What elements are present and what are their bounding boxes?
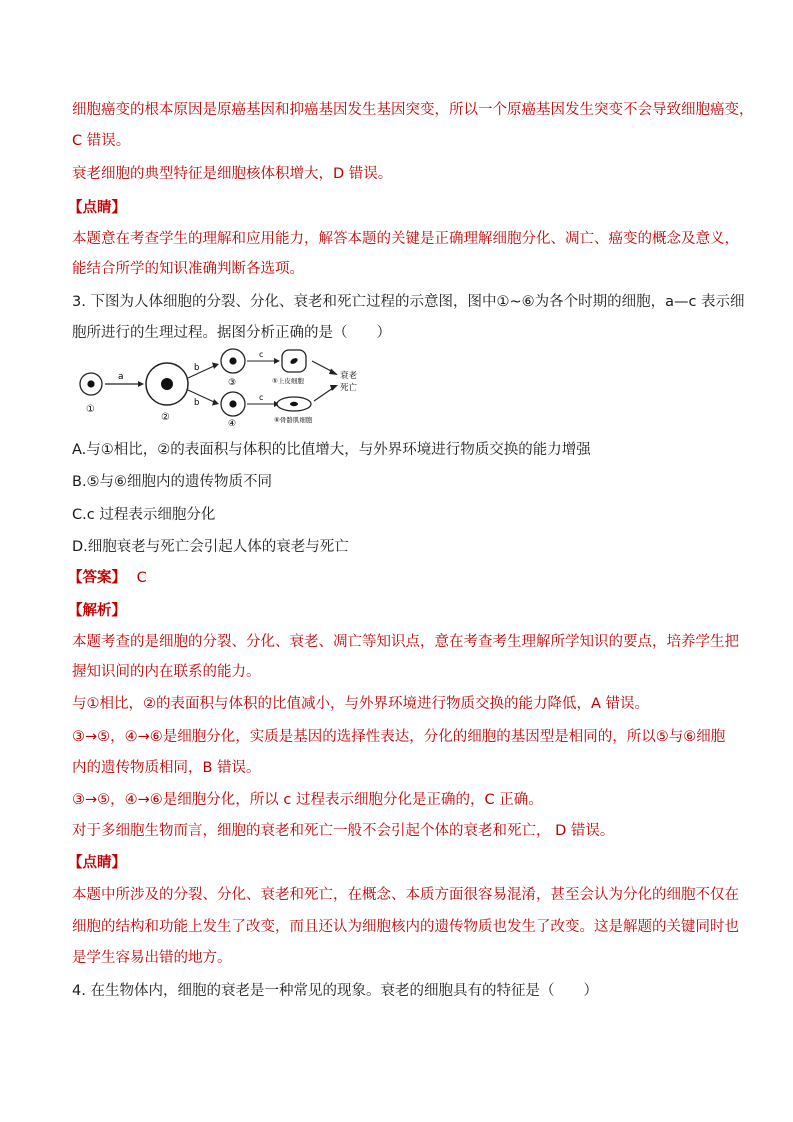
jiexi-line: 本题考查的是细胞的分裂、分化、衰老、凋亡等知识点，意在考查考生理解所学知识的要点，培养学生把 (72, 634, 739, 650)
arrow-c-label: c (259, 393, 264, 402)
question-3-stem: 胞所进行的生理过程。据图分析正确的是（ ） (72, 325, 391, 341)
option-a: A.与①相比，②的表面积与体积的比值增大，与外界环境进行物质交换的能力增强 (72, 442, 591, 458)
dianjing-line: 能结合所学的知识准确判断各选项。 (72, 261, 304, 277)
prev-explanation-line: 细胞癌变的根本原因是原癌基因和抑癌基因发生基因突变，所以一个原癌基因发生突变不会导致细胞癌变， (72, 102, 754, 118)
answer-row (68, 568, 147, 588)
cell-6-label: ⑥骨骼肌细胞 (274, 416, 313, 424)
outcome-aging-label: 衰老 (340, 371, 358, 381)
jiexi-line: 与①相比，②的表面积与体积的比值减小，与外界环境进行物质交换的能力降低，A 错误。 (72, 696, 650, 712)
prev-explanation-line: 衰老细胞的典型特征是细胞核体积增大，D 错误。 (72, 166, 393, 182)
outcome-death-label: 死亡 (340, 383, 358, 393)
jiexi-line: ③→⑤，④→⑥是细胞分化，实质是基因的选择性表达，分化的细胞的基因型是相同的，所以⑤与⑥细胞 (72, 729, 726, 745)
cell-5-label: ⑤上皮细胞 (272, 377, 304, 385)
arrow-b-label: b (194, 363, 200, 373)
dianjing-line: 本题意在考查学生的理解和应用能力，解答本题的关键是正确理解细胞分化、凋亡、癌变的概念及意义， (72, 231, 739, 247)
jiexi-line: 对于多细胞生物而言，细胞的衰老和死亡一般不会引起个体的衰老和死亡， D 错误。 (72, 823, 615, 839)
dianjing-line: 细胞的结构和功能上发生了改变，而且还认为细胞核内的遗传物质也发生了改变。这是解题的关键同时也 (72, 919, 739, 935)
cell-process-diagram (74, 346, 374, 428)
answer-value: C (136, 570, 147, 586)
question-3-stem: 3. 下图为人体细胞的分裂、分化、衰老和死亡过程的示意图，图中①~⑥为各个时期的细胞，a—c 表示细 (72, 294, 745, 310)
question-4-stem: 4. 在生物体内，细胞的衰老是一种常见的现象。衰老的细胞具有的特征是（ ） (72, 983, 598, 999)
cell-4-label: ④ (228, 419, 237, 428)
cell-3-label: ③ (228, 378, 237, 388)
option-c: C.c 过程表示细胞分化 (72, 507, 216, 523)
dianjing-heading: 【点睛】 (68, 200, 126, 216)
dianjing-line: 本题中所涉及的分裂、分化、衰老和死亡，在概念、本质方面很容易混淆，甚至会认为分化的细胞不仅在 (72, 887, 739, 903)
jiexi-line: 握知识间的内在联系的能力。 (72, 664, 261, 680)
answer-heading: 【答案】 (68, 570, 126, 586)
jiexi-line: 内的遗传物质相同，B 错误。 (72, 760, 261, 776)
cell-2-label: ② (161, 412, 170, 423)
cell-1-label: ① (86, 404, 95, 415)
jiexi-heading: 【解析】 (68, 603, 126, 619)
arrow-a-label: a (118, 372, 124, 382)
arrow-b-label: b (194, 398, 200, 408)
option-d: D.细胞衰老与死亡会引起人体的衰老与死亡 (72, 539, 349, 555)
jiexi-line: ③→⑤，④→⑥是细胞分化，所以 c 过程表示细胞分化是正确的，C 正确。 (72, 792, 543, 808)
dianjing-line: 是学生容易出错的地方。 (72, 950, 232, 966)
prev-explanation-line: C 错误。 (72, 133, 131, 149)
option-b: B.⑤与⑥细胞内的遗传物质不同 (72, 474, 273, 490)
dianjing-heading: 【点睛】 (68, 855, 126, 871)
arrow-c-label: c (259, 350, 264, 359)
